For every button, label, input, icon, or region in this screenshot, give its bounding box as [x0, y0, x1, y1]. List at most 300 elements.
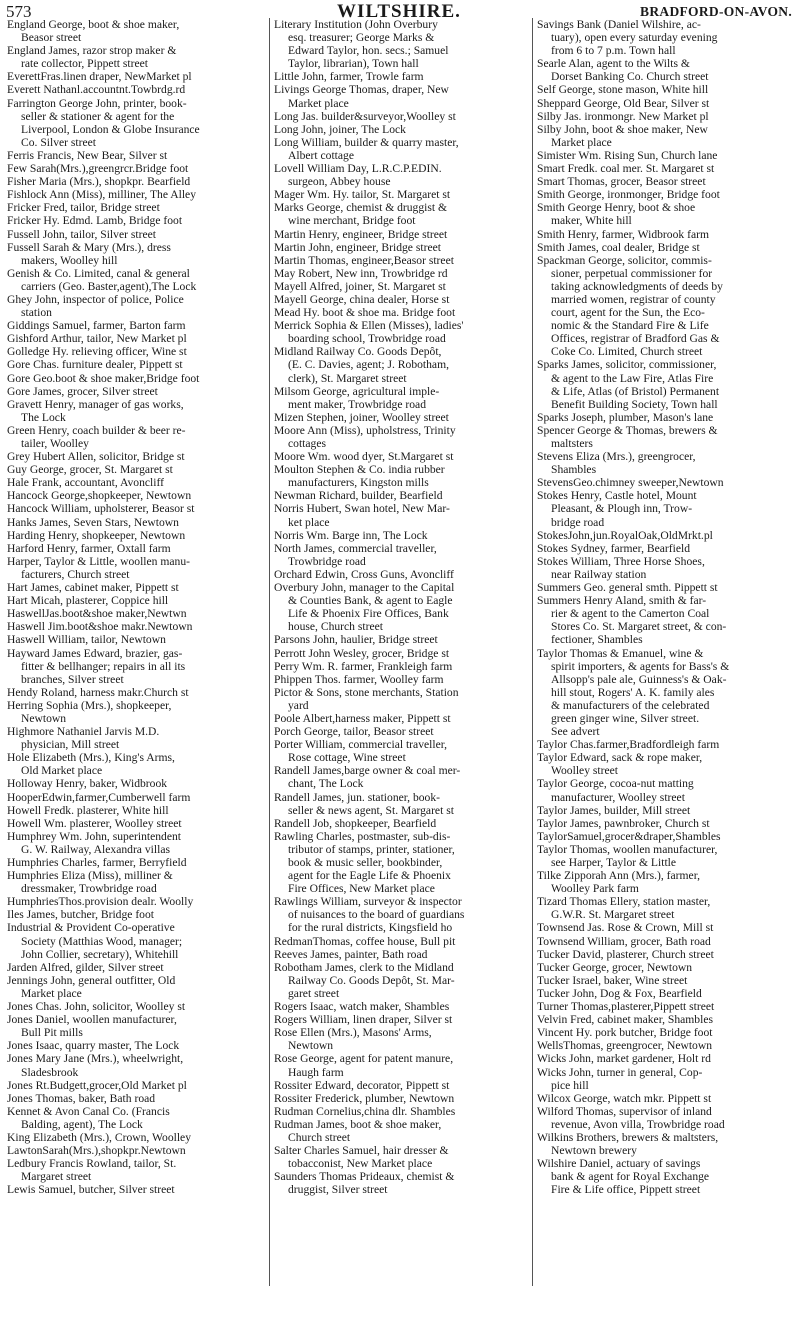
entry-line: Golledge Hy. relieving officer, Wine st [7, 345, 187, 359]
entry-line: Wicks John, turner in general, Cop- [537, 1065, 703, 1079]
directory-entry [274, 70, 536, 83]
directory-entry [7, 1105, 269, 1131]
directory-entry [537, 1026, 799, 1039]
entry-line: Howell Fredk. plasterer, White hill [7, 803, 169, 817]
entry-continuation-line: rate collector, Pippett street [21, 57, 149, 71]
entry-line: Lovell William Day, L.R.C.P.EDIN. [274, 162, 442, 176]
directory-entry [274, 1026, 536, 1052]
entry-line: Haswell Jim.boot&shoe makr.Newtown [7, 620, 193, 634]
entry-line: Searle Alan, agent to the Wilts & [537, 57, 690, 71]
directory-entry [274, 1000, 536, 1013]
directory-entry [274, 1013, 536, 1026]
directory-entry [7, 555, 269, 581]
directory-entry [7, 817, 269, 830]
column-divider [269, 18, 270, 1286]
entry-continuation-line: Newtown [21, 711, 67, 725]
entry-line: Merrick Sophia & Ellen (Misses), ladies' [274, 319, 464, 333]
directory-entry [274, 18, 536, 70]
directory-entry [274, 254, 536, 267]
entry-line: Stokes William, Three Horse Shoes, [537, 554, 705, 568]
entry-line: Humphries Eliza (Miss), milliner & [7, 869, 173, 883]
entry-continuation-line: Taylor, librarian), Town hall [288, 57, 419, 71]
directory-entry [274, 961, 536, 1000]
entry-continuation-line: Trowbridge road [288, 554, 366, 568]
entry-line: Rawling Charles, postmaster, sub-dis- [274, 829, 451, 843]
entry-continuation-line: The Lock [21, 410, 66, 424]
directory-entry [7, 332, 269, 345]
entry-continuation-line: esq. treasurer; George Marks & [288, 31, 435, 45]
directory-entry [7, 97, 269, 149]
entry-line: Ledbury Francis Rowland, tailor, St. [7, 1157, 177, 1171]
entry-line: TaylorSamuel,grocer&draper,Shambles [537, 829, 721, 843]
entry-line: Tucker David, plasterer, Church street [537, 947, 714, 961]
directory-entry [537, 175, 799, 188]
entry-line: Harper, Taylor & Little, woollen manu- [7, 554, 190, 568]
directory-entry [537, 110, 799, 123]
directory-entry [537, 974, 799, 987]
entry-line: Overbury John, manager to the Capital [274, 581, 455, 595]
entry-continuation-line: court, agent for the Sun, the Eco- [551, 306, 705, 320]
entry-line: Smith James, coal dealer, Bridge st [537, 240, 700, 254]
entry-line: Ghey John, inspector of police, Police [7, 292, 184, 306]
directory-entry [537, 411, 799, 424]
entry-line: Tucker Israel, baker, Wine street [537, 973, 688, 987]
directory-entry [537, 476, 799, 489]
directory-entry [274, 647, 536, 660]
directory-entry [7, 961, 269, 974]
entry-continuation-line: fectioner, Shambles [551, 633, 643, 647]
directory-entry [537, 123, 799, 149]
entry-continuation-line: Old Market place [21, 764, 103, 778]
entry-continuation-line: Sladesbrook [21, 1065, 79, 1079]
directory-entry [7, 476, 269, 489]
directory-entry [7, 149, 269, 162]
entry-line: Gravett Henry, manager of gas works, [7, 397, 184, 411]
directory-entry [274, 489, 536, 502]
entry-continuation-line: ment maker, Trowbridge road [288, 397, 426, 411]
entry-line: Midland Railway Co. Goods Depôt, [274, 345, 442, 359]
directory-entry [537, 358, 799, 410]
directory-entry [274, 319, 536, 345]
directory-entry [537, 228, 799, 241]
directory-entry [7, 228, 269, 241]
directory-column-1 [7, 18, 269, 1196]
directory-entry [7, 293, 269, 319]
directory-entry [274, 817, 536, 830]
directory-entry [7, 201, 269, 214]
directory-column-3 [537, 18, 799, 1196]
entry-line: Moore Ann (Miss), upholstress, Trinity [274, 423, 456, 437]
directory-entry [7, 791, 269, 804]
directory-entry [274, 1118, 536, 1144]
entry-continuation-line: Newtown [288, 1039, 334, 1053]
entry-line: Norris Hubert, Swan hotel, New Mar- [274, 502, 450, 516]
entry-line: Martin Thomas, engineer,Beasor street [274, 253, 454, 267]
entry-line: Smart Fredk. coal mer. St. Margaret st [537, 162, 715, 176]
entry-line: Summers Henry Aland, smith & far- [537, 594, 707, 608]
entry-continuation-line: Offices, registrar of Bradford Gas & [551, 332, 720, 346]
entry-continuation-line: rier & agent to the Camerton Coal [551, 607, 710, 621]
entry-continuation-line: fitter & bellhanger; repairs in all its [21, 659, 186, 673]
entry-line: Simister Wm. Rising Sun, Church lane [537, 148, 718, 162]
directory-entry [7, 607, 269, 620]
directory-entry [537, 241, 799, 254]
directory-entry [274, 306, 536, 319]
entry-line: EverettFras.linen draper, NewMarket pl [7, 70, 192, 84]
entry-line: Milsom George, agricultural imple- [274, 384, 440, 398]
entry-line: RedmanThomas, coffee house, Bull pit [274, 934, 456, 948]
directory-entry [537, 738, 799, 751]
directory-entry [7, 921, 269, 960]
entry-continuation-line: Market place [551, 135, 612, 149]
entry-continuation-line: wine merchant, Bridge foot [288, 214, 416, 228]
directory-entry [274, 660, 536, 673]
entry-line: Salter Charles Samuel, hair dresser & [274, 1144, 449, 1158]
directory-entry [537, 1092, 799, 1105]
entry-line: Smith George, ironmonger, Bridge foot [537, 188, 720, 202]
directory-entry [7, 529, 269, 542]
entry-line: HooperEdwin,farmer,Cumberwell farm [7, 790, 191, 804]
directory-entry [537, 581, 799, 594]
directory-entry [7, 1039, 269, 1052]
directory-entry [274, 673, 536, 686]
entry-continuation-line: taking acknowledgments of deeds by [551, 279, 723, 293]
entry-line: Jones Thomas, baker, Bath road [7, 1091, 156, 1105]
directory-entry [274, 385, 536, 411]
entry-line: Sheppard George, Old Bear, Silver st [537, 96, 710, 110]
running-head: BRADFORD-ON-AVON. [640, 4, 792, 19]
entry-line: Harding Henry, shopkeeper, Newtown [7, 528, 186, 542]
directory-entry [7, 647, 269, 686]
directory-entry [537, 542, 799, 555]
directory-entry [274, 1052, 536, 1078]
directory-entry [7, 908, 269, 921]
directory-entry [537, 869, 799, 895]
entry-line: Hole Elizabeth (Mrs.), King's Arms, [7, 751, 175, 765]
entry-line: Gore Geo.boot & shoe maker,Bridge foot [7, 371, 200, 385]
entry-line: Ferris Francis, New Bear, Silver st [7, 148, 168, 162]
directory-entry [7, 699, 269, 725]
directory-entry [537, 555, 799, 581]
entry-line: Turner Thomas,plasterer,Pippett street [537, 1000, 715, 1014]
entry-line: Lewis Samuel, butcher, Silver street [7, 1183, 175, 1197]
directory-entry [537, 188, 799, 201]
directory-entry [274, 712, 536, 725]
entry-continuation-line: of nuisances to the board of guardians [288, 908, 465, 922]
directory-entry [274, 830, 536, 895]
directory-entry [7, 175, 269, 188]
directory-entry [274, 450, 536, 463]
directory-entry [274, 83, 536, 109]
directory-entry [274, 686, 536, 712]
entry-line: Marks George, chemist & druggist & [274, 201, 448, 215]
directory-entry [7, 398, 269, 424]
entry-line: Newman Richard, builder, Bearfield [274, 489, 443, 503]
entry-line: Spackman George, solicitor, commis- [537, 253, 712, 267]
directory-entry [7, 856, 269, 869]
directory-entry [274, 136, 536, 162]
directory-entry [7, 1092, 269, 1105]
directory-entry [274, 542, 536, 568]
directory-entry [7, 424, 269, 450]
entry-continuation-line: manufacturers, Kingston mills [288, 476, 429, 490]
entry-line: Wicks John, market gardener, Holt rd [537, 1052, 711, 1066]
entry-line: Jennings John, general outfitter, Old [7, 973, 176, 987]
entry-line: Townsend Jas. Rose & Crown, Mill st [537, 921, 714, 935]
directory-entry [537, 804, 799, 817]
entry-line: Long William, builder & quarry master, [274, 135, 459, 149]
directory-entry [7, 18, 269, 44]
entry-continuation-line: Haugh farm [288, 1065, 344, 1079]
entry-continuation-line: boarding school, Trowbridge road [288, 332, 446, 346]
directory-entry [537, 489, 799, 528]
directory-entry [7, 620, 269, 633]
entry-line: Grey Hubert Allen, solicitor, Bridge st [7, 450, 185, 464]
directory-entry [537, 594, 799, 646]
entry-continuation-line: spirit importers, & agents for Bass's & [551, 659, 730, 673]
entry-line: Porch George, tailor, Beasor street [274, 725, 434, 739]
entry-line: HaswellJas.boot&shoe maker,Newtwn [7, 607, 187, 621]
entry-continuation-line: sioner, perpetual commissioner for [551, 266, 713, 280]
directory-entry [537, 83, 799, 96]
entry-line: Rossiter Frederick, plumber, Newtown [274, 1091, 455, 1105]
directory-entry [274, 293, 536, 306]
directory-entry [274, 581, 536, 633]
entry-continuation-line: manufacturer, Woolley street [551, 790, 685, 804]
entry-continuation-line: Dorset Banking Co. Church street [551, 70, 709, 84]
entry-line: Fricker Fred, tailor, Bridge street [7, 201, 160, 215]
directory-entry [7, 686, 269, 699]
entry-line: Poole Albert,harness maker, Pippett st [274, 711, 451, 725]
entry-line: Wilkins Brothers, brewers & maltsters, [537, 1130, 719, 1144]
entry-line: Wilcox George, watch mkr. Pippett st [537, 1091, 712, 1105]
directory-entry [274, 633, 536, 646]
entry-line: Gishford Arthur, tailor, New Market pl [7, 332, 187, 346]
entry-line: Smart Thomas, grocer, Beasor street [537, 175, 706, 189]
entry-line: Jones Rt.Budgett,grocer,Old Market pl [7, 1078, 187, 1092]
entry-continuation-line: branches, Silver street [21, 672, 124, 686]
entry-line: Smith Henry, farmer, Widbrook farm [537, 227, 709, 241]
directory-entry [537, 201, 799, 227]
directory-entry [537, 424, 799, 450]
entry-line: Rudman James, boot & shoe maker, [274, 1117, 442, 1131]
entry-continuation-line: Stores Co. St. Margaret street, & con- [551, 620, 727, 634]
entry-line: LawtonSarah(Mrs.),shopkpr.Newtown [7, 1144, 186, 1158]
directory-entry [537, 1105, 799, 1131]
entry-line: Taylor Edward, sack & rope maker, [537, 751, 703, 765]
entry-line: Randell James, jun. stationer, book- [274, 790, 441, 804]
entry-line: Little John, farmer, Trowle farm [274, 70, 424, 84]
directory-entry [274, 162, 536, 188]
entry-continuation-line: Pleasant, & Plough inn, Trow- [551, 502, 693, 516]
directory-entry [7, 1144, 269, 1157]
entry-line: Townsend William, grocer, Bath road [537, 934, 711, 948]
directory-entry [7, 725, 269, 751]
entry-line: Taylor Thomas, woollen manufacturer, [537, 842, 718, 856]
entry-continuation-line: Coke Co. Limited, Church street [551, 345, 703, 359]
entry-continuation-line: maltsters [551, 437, 593, 450]
directory-entry [537, 817, 799, 830]
entry-line: Silby John, boot & shoe maker, New [537, 122, 708, 136]
entry-continuation-line: Shambles [551, 463, 597, 477]
entry-line: Rudman Cornelius,china dlr. Shambles [274, 1104, 456, 1118]
entry-line: North James, commercial traveller, [274, 541, 437, 555]
entry-continuation-line: Co. Silver street [21, 135, 97, 149]
directory-column-2 [274, 18, 536, 1196]
entry-line: Fricker Hy. Edmd. Lamb, Bridge foot [7, 214, 183, 228]
entry-line: Summers Geo. general smth. Pippett st [537, 581, 718, 595]
entry-line: Tucker George, grocer, Newtown [537, 960, 693, 974]
directory-entry [7, 1183, 269, 1196]
entry-line: May Robert, New inn, Trowbridge rd [274, 266, 448, 280]
entry-line: HumphriesThos.provision dealr. Woolly [7, 895, 194, 909]
entry-line: Howell Wm. plasterer, Woolley street [7, 816, 182, 830]
entry-line: Tucker John, Dog & Fox, Bearfield [537, 986, 702, 1000]
directory-entry [7, 267, 269, 293]
entry-line: Farrington George John, printer, book- [7, 96, 187, 110]
directory-entry [274, 568, 536, 581]
entry-line: Tizard Thomas Ellery, station master, [537, 895, 711, 909]
entry-line: Hayward James Edward, brazier, gas- [7, 646, 183, 660]
entry-continuation-line: Benefit Building Society, Town hall [551, 397, 718, 411]
entry-continuation-line: revenue, Avon villa, Trowbridge road [551, 1117, 725, 1131]
directory-entry [274, 345, 536, 384]
directory-entry [537, 18, 799, 57]
entry-line: Randell James,barge owner & coal mer- [274, 764, 461, 778]
entry-line: Industrial & Provident Co-operative [7, 921, 175, 935]
entry-continuation-line: Woolley street [551, 764, 618, 778]
directory-entry [274, 1144, 536, 1170]
entry-continuation-line: tributor of stamps, printer, stationer, [288, 842, 455, 856]
entry-line: Phippen Thos. farmer, Woolley farm [274, 672, 444, 686]
directory-entry [274, 228, 536, 241]
entry-line: Everett Nathanl.accountnt.Towbrdg.rd [7, 83, 186, 97]
directory-entry [274, 201, 536, 227]
entry-continuation-line: & Counties Bank, & agent to Eagle [288, 594, 453, 608]
entry-continuation-line: bridge road [551, 515, 605, 529]
directory-entry [274, 188, 536, 201]
entry-continuation-line: tobacconist, New Market place [288, 1157, 433, 1171]
entry-line: Robotham James, clerk to the Midland [274, 960, 454, 974]
directory-entry [7, 1013, 269, 1039]
entry-line: Haswell William, tailor, Newtown [7, 633, 166, 647]
directory-entry [7, 1157, 269, 1183]
entry-line: Humphries Charles, farmer, Berryfield [7, 856, 187, 869]
entry-continuation-line: & manufacturers of the celebrated [551, 698, 710, 712]
directory-entry [7, 372, 269, 385]
directory-entry [7, 319, 269, 332]
directory-entry [274, 1105, 536, 1118]
entry-continuation-line: Albert cottage [288, 148, 354, 162]
directory-entry [7, 70, 269, 83]
entry-continuation-line: Margaret street [21, 1170, 92, 1184]
directory-entry [537, 1131, 799, 1157]
entry-line: Hancock William, upholsterer, Beasor st [7, 502, 195, 516]
entry-line: Perry Wm. R. farmer, Frankleigh farm [274, 659, 453, 673]
entry-line: Rossiter Edward, decorator, Pippett st [274, 1078, 450, 1092]
entry-continuation-line: seller & news agent, St. Margaret st [288, 803, 454, 817]
entry-continuation-line: John Collier, secretary), Whitehill [21, 947, 179, 961]
entry-continuation-line: yard [288, 698, 309, 712]
entry-continuation-line: tailer, Woolley [21, 437, 89, 450]
entry-line: Mead Hy. boot & shoe ma. Bridge foot [274, 306, 456, 320]
entry-line: Jones Isaac, quarry master, The Lock [7, 1039, 180, 1053]
directory-entry [7, 502, 269, 515]
entry-line: WellsThomas, greengrocer, Newtown [537, 1039, 713, 1053]
page-title: WILTSHIRE. [337, 1, 461, 22]
entry-line: Mager Wm. Hy. tailor, St. Margaret st [274, 188, 451, 202]
entry-continuation-line: see Harper, Taylor & Little [551, 856, 677, 869]
entry-line: Guy George, grocer, St. Margaret st [7, 463, 173, 477]
entry-line: Hart James, cabinet maker, Pippett st [7, 581, 179, 595]
directory-entry [537, 935, 799, 948]
entry-line: Mayell Alfred, joiner, St. Margaret st [274, 279, 446, 293]
entry-continuation-line: G.W.R. St. Margaret street [551, 908, 675, 922]
directory-entry [274, 791, 536, 817]
directory-entry [7, 594, 269, 607]
entry-continuation-line: G. W. Railway, Alexandra villas [21, 842, 170, 856]
directory-entry [7, 358, 269, 371]
directory-entry [274, 280, 536, 293]
directory-entry [7, 804, 269, 817]
directory-entry [7, 751, 269, 777]
entry-line: Herring Sophia (Mrs.), shopkeeper, [7, 698, 172, 712]
directory-entry [274, 267, 536, 280]
entry-continuation-line: house, Church street [288, 620, 383, 634]
entry-continuation-line: Edward Taylor, hon. secs.; Samuel [288, 44, 449, 58]
directory-entry [274, 725, 536, 738]
directory-entry [537, 1066, 799, 1092]
entry-continuation-line: tuary), open every saturday evening [551, 31, 718, 45]
entry-line: Jarden Alfred, gilder, Silver street [7, 960, 164, 974]
entry-line: Moore Wm. wood dyer, St.Margaret st [274, 450, 454, 464]
directory-entry [537, 162, 799, 175]
directory-entry [537, 1157, 799, 1196]
page-number: 573 [6, 2, 32, 21]
entry-line: Gore James, grocer, Silver street [7, 384, 158, 398]
directory-entry [7, 581, 269, 594]
directory-entry [7, 1079, 269, 1092]
entry-continuation-line: bank & agent for Royal Exchange [551, 1170, 710, 1184]
entry-line: Hendy Roland, harness makr.Church st [7, 685, 189, 699]
entry-continuation-line: chant, The Lock [288, 777, 364, 791]
entry-line: Fussell Sarah & Mary (Mrs.), dress [7, 240, 171, 254]
directory-entry [537, 149, 799, 162]
entry-line: Reeves James, painter, Bath road [274, 947, 428, 961]
entry-line: Norris Wm. Barge inn, The Lock [274, 528, 428, 542]
directory-entry [274, 1079, 536, 1092]
directory-entry [7, 830, 269, 856]
directory-entry [537, 647, 799, 739]
directory-entry [274, 764, 536, 790]
entry-line: Genish & Co. Limited, canal & general [7, 266, 190, 280]
entry-continuation-line: Railway Co. Goods Depôt, St. Mar- [288, 973, 455, 987]
entry-line: Rogers William, linen draper, Silver st [274, 1013, 453, 1027]
directory-entry [7, 83, 269, 96]
directory-entry [274, 463, 536, 489]
directory-entry [274, 123, 536, 136]
directory-entry [7, 1131, 269, 1144]
entry-line: Taylor James, builder, Mill street [537, 803, 691, 817]
entry-line: Gore Chas. furniture dealer, Pippett st [7, 358, 183, 372]
entry-line: Hancock George,shopkeeper, Newtown [7, 489, 192, 503]
entry-line: Humphrey Wm. John, superintendent [7, 829, 181, 843]
entry-continuation-line: ket place [288, 515, 330, 529]
entry-continuation-line: Market place [288, 96, 349, 110]
entry-continuation-line: Fire Offices, New Market place [288, 882, 435, 896]
entry-line: Stokes Henry, Castle hotel, Mount [537, 489, 697, 503]
entry-line: Rose Ellen (Mrs.), Masons' Arms, [274, 1026, 432, 1040]
